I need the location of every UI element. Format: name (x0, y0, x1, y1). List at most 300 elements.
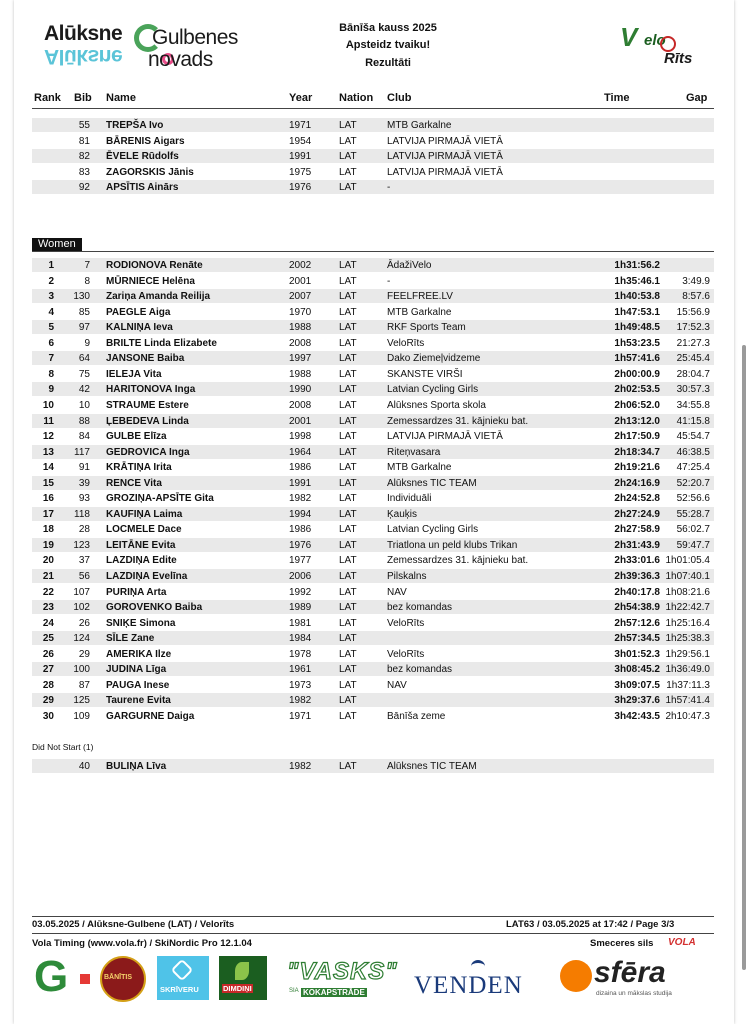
cell-bib: 9 (84, 337, 90, 349)
cell-club: MTB Garkalne (387, 306, 452, 318)
dimdini-text: DIMDIŅI (223, 984, 252, 993)
cell-nation: LAT (339, 260, 357, 271)
results-title: Rezultāti (365, 57, 411, 69)
table-row (32, 759, 714, 773)
table-row (32, 585, 714, 599)
cell-year: 1988 (289, 368, 312, 380)
table-row (32, 460, 714, 474)
cell-club: bez komandas (387, 602, 453, 614)
col-name: Name (106, 92, 136, 104)
sfera-sub: dizaina un mākslas studija (596, 990, 672, 997)
cell-nation: LAT (339, 166, 357, 178)
cell-rank: 29 (42, 695, 54, 707)
cell-gap: 1h01:05.4 (665, 555, 710, 567)
cell-nation: LAT (339, 539, 357, 551)
cell-bib: 117 (74, 446, 90, 458)
cell-nation: LAT (339, 120, 357, 131)
cell-club: NAV (387, 679, 407, 691)
cell-time: 2h27:24.9 (614, 508, 660, 520)
table-row (32, 709, 714, 723)
cell-year: 1982 (289, 493, 312, 505)
cell-name: JUDINA Līga (106, 664, 167, 676)
cell-gap: 52:20.7 (676, 477, 710, 489)
cell-year: 2002 (289, 260, 312, 271)
cell-rank: 11 (43, 415, 54, 427)
event-title: Bānīša kauss 2025 (339, 22, 437, 34)
cell-year: 2007 (289, 291, 312, 303)
cell-name: RODIONOVA Renāte (106, 260, 203, 271)
cell-name: RENCE Vita (106, 477, 162, 489)
cell-year: 1973 (289, 679, 312, 691)
cell-rank: 15 (42, 477, 54, 489)
cell-nation: LAT (339, 633, 357, 645)
cell-bib: 107 (73, 586, 90, 598)
cell-name: GOROVENKO Baiba (106, 602, 203, 614)
cell-time: 2h33:01.6 (614, 555, 660, 567)
cell-gap: 1h29:56.1 (665, 648, 710, 660)
table-row (32, 149, 714, 163)
table-row (32, 600, 714, 614)
cell-nation: LAT (339, 493, 357, 505)
cell-gap: 28:04.7 (676, 368, 710, 380)
cell-club: MTB Garkalne (387, 120, 452, 131)
cell-bib: 85 (78, 306, 90, 318)
cell-club: LATVIJA PIRMAJĀ VIETĀ (387, 431, 503, 443)
cell-name: Taurene Evita (106, 695, 171, 707)
cell-club: Riteņvasara (387, 446, 441, 458)
table-row (32, 258, 714, 272)
table-row (32, 538, 714, 552)
cell-gap: 47:25.4 (676, 462, 710, 474)
table-row (32, 491, 714, 505)
table-row (32, 165, 714, 179)
table-row (32, 507, 714, 521)
cell-gap: 41:15.8 (676, 415, 710, 427)
footer-timing: Vola Timing (www.vola.fr) / SkiNordic Pro 12.1.04 (32, 938, 252, 949)
vola-logo: VOLA (668, 937, 696, 948)
cell-name: BULIŅA Līva (106, 761, 167, 772)
cell-bib: 118 (74, 508, 90, 520)
cell-rank: 26 (42, 648, 54, 660)
cell-club: Zemessardzes 31. kājnieku bat. (387, 415, 529, 427)
table-row (32, 678, 714, 692)
women-category-label: Women (32, 238, 82, 251)
cell-nation: LAT (339, 322, 357, 334)
cell-time: 1h49:48.5 (614, 322, 660, 334)
cell-time: 2h18:34.7 (614, 446, 660, 458)
logo-aluksne-text: Alūksne (44, 22, 123, 45)
logo-aluksne-mirror-text: Alūksne (44, 45, 123, 68)
cell-name: Zariņa Amanda Reilija (106, 291, 211, 303)
table-row (32, 693, 714, 707)
cell-rank: 27 (42, 664, 54, 676)
table-row (32, 553, 714, 567)
cell-name: ĻEBEDEVA Linda (106, 415, 189, 427)
cell-gap: 46:38.5 (676, 446, 710, 458)
cell-year: 1982 (289, 761, 312, 772)
cell-year: 1990 (289, 384, 312, 396)
cell-year: 1975 (289, 166, 312, 178)
cell-bib: 93 (78, 493, 90, 505)
col-time: Time (604, 92, 630, 104)
col-bib: Bib (74, 92, 92, 104)
cell-time: 3h01:52.3 (614, 648, 660, 660)
table-row (32, 274, 714, 288)
cell-gap: 21:27.3 (676, 337, 710, 349)
cell-time: 1h53:23.5 (614, 337, 660, 349)
cell-name: PAEGLE Aiga (106, 306, 171, 318)
cell-year: 1994 (289, 508, 312, 520)
sponsor-dimdini-logo (219, 956, 267, 1000)
cell-year: 1981 (289, 617, 312, 629)
cell-year: 1978 (289, 648, 312, 660)
skriveru-text: SKRĪVERU (160, 985, 199, 994)
cell-club: Bānīša zeme (387, 710, 446, 722)
cell-club: bez komandas (387, 664, 453, 676)
cell-gap: 1h57:41.4 (665, 695, 710, 707)
venden-text: VENDEN (414, 972, 523, 999)
cell-gap: 30:57.3 (676, 384, 710, 396)
cell-bib: 82 (78, 151, 90, 162)
cell-gap: 55:28.7 (676, 508, 710, 520)
cell-club: - (387, 275, 391, 287)
cell-time: 3h29:37.6 (614, 695, 660, 707)
cell-rank: 19 (42, 539, 54, 551)
col-rank: Rank (34, 92, 61, 104)
cell-time: 1h47:53.1 (614, 306, 660, 318)
cell-club: Ķauķis (387, 508, 418, 520)
cell-gap: 15:56.9 (676, 306, 710, 318)
cell-name: HARITONOVA Inga (106, 384, 196, 396)
cell-year: 2008 (289, 337, 312, 349)
table-row (32, 445, 714, 459)
cell-name: SĪLE Zane (106, 633, 155, 645)
cell-gap: 52:56.6 (676, 493, 710, 505)
cell-club: FEELFREE.LV (387, 291, 453, 303)
cell-bib: 102 (73, 602, 90, 614)
cell-nation: LAT (339, 291, 357, 303)
dns-label: Did Not Start (1) (32, 742, 94, 752)
cell-rank: 13 (42, 446, 54, 458)
cell-rank: 24 (42, 617, 54, 629)
cell-time: 3h08:45.2 (614, 664, 660, 676)
cell-bib: 37 (78, 555, 90, 567)
table-row (32, 134, 714, 148)
col-year: Year (289, 92, 313, 104)
cell-name: LEITĀNE Evita (106, 539, 176, 551)
cell-rank: 14 (42, 462, 54, 474)
table-row (32, 476, 714, 490)
cell-bib: 124 (73, 633, 90, 645)
cell-name: GARGURNE Daiga (106, 710, 195, 722)
cell-nation: LAT (339, 182, 357, 193)
table-row (32, 180, 714, 194)
col-gap: Gap (686, 92, 708, 104)
cell-time: 1h31:56.2 (614, 260, 660, 271)
cell-time: 1h35:46.1 (614, 275, 660, 287)
sfera-ball-icon (560, 960, 592, 992)
cell-rank: 7 (48, 353, 54, 365)
cell-club: RKF Sports Team (387, 322, 466, 334)
cell-year: 2001 (289, 275, 312, 287)
cell-name: KRĀTIŅA Irita (106, 462, 172, 474)
cell-nation: LAT (339, 761, 357, 772)
header-divider (32, 108, 714, 109)
cell-gap: 56:02.7 (676, 524, 710, 536)
cell-gap: 1h36:49.0 (665, 664, 710, 676)
cell-time: 3h09:07.5 (614, 679, 660, 691)
cell-nation: LAT (339, 571, 357, 582)
cell-bib: 55 (78, 120, 90, 131)
cell-bib: 123 (73, 539, 90, 551)
cell-time: 2h39:36.3 (614, 571, 660, 582)
cell-year: 1998 (289, 431, 312, 443)
cell-bib: 64 (78, 353, 90, 365)
cell-year: 1982 (289, 695, 312, 707)
cell-rank: 30 (42, 710, 54, 722)
skriveru-emblem-icon (171, 959, 194, 982)
dimdini-leaf-icon (235, 962, 249, 980)
cell-nation: LAT (339, 477, 357, 489)
cell-nation: LAT (339, 555, 357, 567)
cell-club: LATVIJA PIRMAJĀ VIETĀ (387, 151, 503, 162)
cell-nation: LAT (339, 306, 357, 318)
table-row (32, 522, 714, 536)
cell-rank: 21 (42, 571, 54, 582)
cell-club: LATVIJA PIRMAJĀ VIETĀ (387, 135, 503, 147)
sponsor-venden-logo (414, 956, 542, 1000)
cell-rank: 2 (48, 275, 54, 287)
cell-club: Triatlona un peld klubs Trikan (387, 539, 518, 551)
logo-gulbenes-text: Gulbenes (152, 26, 238, 49)
cell-gap: 8:57.6 (682, 291, 710, 303)
cell-nation: LAT (339, 431, 357, 443)
cell-rank: 6 (48, 337, 54, 349)
cell-bib: 75 (78, 368, 90, 380)
cell-bib: 42 (78, 384, 90, 396)
cell-time: 2h17:50.9 (614, 431, 660, 443)
cell-club: LATVIJA PIRMAJĀ VIETĀ (387, 166, 503, 178)
cell-name: AMERIKA Ilze (106, 648, 172, 660)
cell-time: 2h57:34.5 (614, 633, 660, 645)
cell-bib: 28 (78, 524, 90, 536)
cell-name: GULBE Elīza (106, 431, 167, 443)
cell-rank: 17 (42, 508, 54, 520)
cell-time: 2h13:12.0 (614, 415, 660, 427)
cell-name: BRILTE Linda Elizabete (106, 337, 217, 349)
table-row (32, 382, 714, 396)
cell-club: Alūksnes TIC TEAM (387, 761, 477, 772)
cell-club: Dako Ziemeļvidzeme (387, 353, 481, 365)
cell-nation: LAT (339, 679, 357, 691)
cell-name: LAZDIŅA Evelīna (106, 571, 188, 582)
cell-nation: LAT (339, 586, 357, 598)
cell-gap: 1h25:38.3 (665, 633, 710, 645)
table-row (32, 569, 714, 583)
cell-nation: LAT (339, 384, 357, 396)
aluksne-gulbene-logo (44, 22, 254, 72)
cell-bib: 81 (78, 135, 90, 147)
cell-nation: LAT (339, 695, 357, 707)
sponsor-sfera-logo (560, 956, 710, 1000)
cell-club: Pilskalns (387, 571, 427, 582)
cell-nation: LAT (339, 368, 357, 380)
cell-bib: 56 (78, 571, 90, 582)
cell-time: 1h57:41.6 (614, 353, 660, 365)
cell-year: 2008 (289, 399, 312, 411)
cell-year: 1970 (289, 306, 312, 318)
cell-gap: 1h07:40.1 (665, 571, 710, 582)
table-row (32, 414, 714, 428)
cell-year: 1991 (289, 151, 312, 162)
velorits-elo: elo (644, 32, 666, 49)
footer-divider-bottom (32, 933, 714, 934)
cell-name: GEDROVICA Inga (106, 446, 190, 458)
table-row (32, 118, 714, 132)
sfera-text: sfēra (594, 956, 666, 989)
cell-bib: 8 (84, 275, 90, 287)
cell-bib: 100 (73, 664, 90, 676)
cell-nation: LAT (339, 524, 357, 536)
cell-name: GROZIŅA-APSĪTE Gita (106, 493, 214, 505)
table-row (32, 289, 714, 303)
cell-nation: LAT (339, 151, 357, 162)
cell-year: 1997 (289, 353, 312, 365)
cell-club: Latvian Cycling Girls (387, 384, 479, 396)
cell-club: MTB Garkalne (387, 462, 452, 474)
table-row (32, 662, 714, 676)
cell-bib: 39 (78, 477, 90, 489)
cell-nation: LAT (339, 399, 357, 411)
cell-gap: 59:47.7 (676, 539, 710, 551)
table-row (32, 351, 714, 365)
cell-name: SNIĶE Simona (106, 617, 176, 629)
cell-nation: LAT (339, 710, 357, 722)
vasks-text: "VASKS" (287, 958, 398, 985)
cell-gap: 1h08:21.6 (665, 586, 710, 598)
cell-bib: 40 (78, 761, 90, 772)
event-subtitle: Apsteidz tvaiku! (345, 39, 431, 51)
cell-year: 2001 (289, 415, 312, 427)
cell-club: VeloRīts (387, 337, 425, 349)
cell-year: 2006 (289, 571, 312, 582)
footer-smeceres: Smeceres sils (590, 938, 654, 949)
cell-name: IELEJA Vita (106, 368, 162, 380)
cell-gap: 45:54.7 (676, 431, 710, 443)
col-club: Club (387, 92, 412, 104)
cell-time: 2h40:17.8 (614, 586, 660, 598)
logo-novads-text: novads (148, 48, 213, 71)
cell-gap: 1h22:42.7 (665, 602, 710, 614)
table-row (32, 616, 714, 630)
cell-name: JANSONE Baiba (106, 353, 185, 365)
cell-bib: 97 (78, 322, 90, 334)
cell-rank: 28 (42, 679, 54, 691)
cell-year: 1964 (289, 446, 312, 458)
cell-club: Alūksnes Sporta skola (387, 399, 486, 411)
sponsor-banitis-logo (100, 956, 148, 1000)
cell-bib: 87 (78, 679, 90, 691)
table-row (32, 631, 714, 645)
cell-gap: 1h37:11.3 (666, 679, 710, 691)
cell-nation: LAT (339, 602, 357, 614)
cell-gap: 3:49.9 (682, 275, 710, 287)
cell-nation: LAT (339, 353, 357, 365)
sponsor-g-logo (34, 952, 94, 1001)
table-row (32, 367, 714, 381)
cell-rank: 10 (42, 399, 54, 411)
cell-nation: LAT (339, 508, 357, 520)
cell-time: 2h57:12.6 (614, 617, 660, 629)
cell-name: APSĪTIS Ainārs (106, 182, 179, 193)
cell-rank: 12 (42, 431, 54, 443)
cell-rank: 1 (48, 260, 54, 271)
cell-year: 1986 (289, 524, 312, 536)
cell-rank: 4 (48, 306, 54, 318)
vertical-scrollbar[interactable] (742, 345, 746, 970)
cell-name: MŪRNIECE Helēna (106, 275, 195, 287)
cell-gap: 25:45.4 (676, 353, 710, 365)
cell-club: Latvian Cycling Girls (387, 524, 479, 536)
table-row (32, 398, 714, 412)
cell-gap: 17:52.3 (676, 322, 710, 334)
cell-club: Individuāli (387, 493, 432, 505)
cell-year: 1992 (289, 586, 312, 598)
cell-gap: 34:55.8 (676, 399, 710, 411)
cell-year: 1977 (289, 555, 312, 567)
cell-time: 2h19:21.6 (614, 462, 660, 474)
cell-year: 1984 (289, 633, 312, 645)
cell-bib: 29 (78, 648, 90, 660)
cell-bib: 109 (73, 710, 90, 722)
cell-rank: 5 (48, 322, 54, 334)
cell-year: 1991 (289, 477, 312, 489)
cell-time: 2h54:38.9 (614, 602, 660, 614)
cell-time: 2h31:43.9 (614, 539, 660, 551)
women-divider (32, 251, 714, 252)
cell-club: SKANSTE VIRŠI (387, 368, 463, 380)
footer-page-info: LAT63 / 03.05.2025 at 17:42 / Page 3/3 (506, 919, 675, 930)
cell-nation: LAT (339, 275, 357, 287)
cell-rank: 23 (42, 602, 54, 614)
cell-club: Alūksnes TIC TEAM (387, 477, 477, 489)
cell-bib: 91 (78, 462, 90, 474)
cell-time: 2h02:53.5 (614, 384, 660, 396)
cell-rank: 3 (48, 291, 54, 303)
cell-nation: LAT (339, 617, 357, 629)
cell-nation: LAT (339, 648, 357, 660)
cell-time: 2h06:52.0 (614, 399, 660, 411)
cell-name: LAZDIŅA Edite (106, 555, 177, 567)
cell-nation: LAT (339, 337, 357, 349)
cell-time: 2h24:52.8 (614, 493, 660, 505)
cell-club: NAV (387, 586, 407, 598)
cell-name: BĀRENIS Aigars (106, 135, 185, 147)
cell-year: 1989 (289, 602, 312, 614)
table-row (32, 429, 714, 443)
cell-year: 1976 (289, 539, 312, 551)
cell-bib: 130 (73, 291, 90, 303)
cell-nation: LAT (339, 135, 357, 147)
sponsor-vasks-logo (287, 956, 398, 1000)
sponsor-skriveru-logo (157, 956, 209, 1000)
cell-name: LOCMELE Dace (106, 524, 182, 536)
cell-nation: LAT (339, 415, 357, 427)
cell-bib: 92 (78, 182, 90, 193)
cell-club: VeloRīts (387, 648, 425, 660)
cell-rank: 16 (42, 493, 54, 505)
cell-time: 2h27:58.9 (614, 524, 660, 536)
